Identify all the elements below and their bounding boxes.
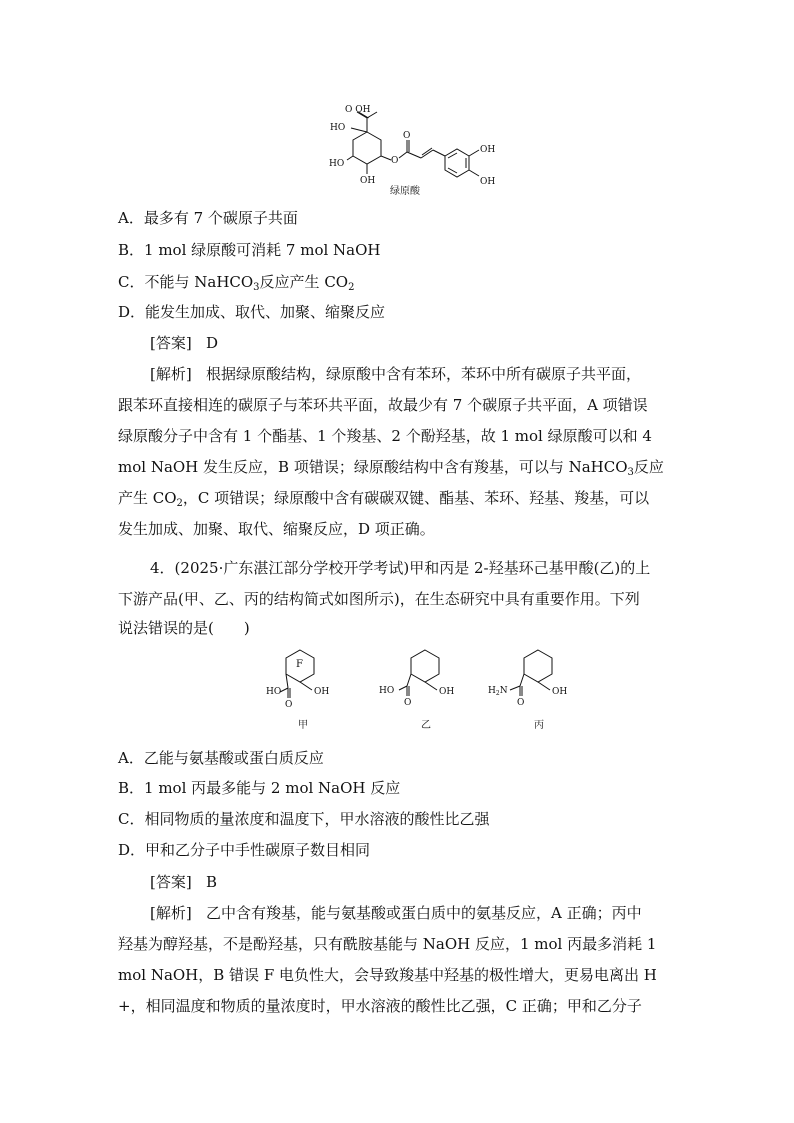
q3-option-c-text: C．不能与 NaHCO	[118, 273, 254, 291]
aryl-oh-label-1: OH	[480, 145, 496, 155]
q4-option-a: A．乙能与氨基酸或蛋白质反应	[118, 749, 324, 767]
q3-analysis-line-1	[150, 364, 710, 384]
q3-option-c	[118, 272, 678, 292]
jia-f-label: F	[296, 659, 303, 670]
ho-label-1: HO	[330, 123, 346, 133]
yi-ho-label: HO	[379, 686, 395, 696]
q4-analysis-line-1	[150, 903, 710, 923]
jia-o-label: O	[285, 700, 293, 710]
q4-analysis-text-1: 乙中含有羧基，能与氨基酸或蛋白质中的氨基反应，A 正确；丙中	[206, 904, 642, 922]
bing-h-label: H	[488, 686, 496, 696]
q4-analysis-line-4: +，相同温度和物质的量浓度时，甲水溶液的酸性比乙强，C 正确；甲和乙分子	[118, 997, 642, 1015]
q3-analysis-label: [解析]	[150, 365, 192, 383]
q3-option-d: D．能发生加成、取代、加聚、缩聚反应	[118, 303, 386, 321]
bing-caption: 丙	[534, 720, 544, 731]
ester-o-label: O	[391, 156, 399, 166]
q4-stem-line-1: 4．(2025·广东湛江部分学校开学考试)甲和丙是 2-羟基环己基甲酸(乙)的上	[150, 559, 651, 577]
q3-analysis-text-6: ，C 项错误；绿原酸中含有碳碳双键、酯基、苯环、羟基、羧基，可以	[182, 489, 650, 507]
q4-option-d: D．甲和乙分子中手性碳原子数目相同	[118, 841, 371, 859]
q3-answer	[150, 333, 710, 353]
q3-analysis-line-3: 绿原酸分子中含有 1 个酯基、1 个羧基、2 个酚羟基，故 1 mol 绿原酸可以和 4	[118, 427, 652, 445]
q4-analysis-line-3: mol NaOH，B 错误 F 电负性大，会导致羧基中羟基的极性增大，更易电离出 H	[118, 966, 657, 984]
q3-analysis-line-6: 发生加成、加聚、取代、缩聚反应，D 项正确。	[118, 520, 435, 538]
q3-option-a: A．最多有 7 个碳原子共面	[118, 209, 298, 227]
q3-analysis-text-5: 产生 CO	[118, 489, 177, 507]
carbonyl-o-label: O	[403, 131, 411, 141]
bing-h2n-label	[488, 686, 508, 697]
q4-analysis-line-2: 羟基为醇羟基，不是酚羟基，只有酰胺基能与 NaOH 反应，1 mol 丙最多消耗 1	[118, 935, 657, 953]
q4-stem-line-2: 下游产品(甲、乙、丙的结构简式如图所示)，在生态研究中具有重要作用。下列	[118, 590, 640, 608]
figure1-caption: 绿原酸	[390, 186, 420, 196]
q3-analysis-sub3: 3	[627, 467, 634, 478]
q3-analysis-sub2: 2	[176, 498, 183, 509]
q4-answer	[150, 872, 710, 892]
q3-option-b: B．1 mol 绿原酸可消耗 7 mol NaOH	[118, 241, 381, 259]
q3-analysis-line-2: 跟苯环直接相连的碳原子与苯环共平面，故最少有 7 个碳原子共平面，A 项错误	[118, 396, 648, 414]
oh-label-1: OH	[360, 176, 376, 186]
q3-analysis-line-5	[118, 488, 678, 508]
q4-answer-value: B	[206, 873, 218, 891]
yi-caption: 乙	[421, 720, 431, 731]
q4-analysis-label: [解析]	[150, 904, 192, 922]
jia-ho-label: HO	[266, 687, 282, 697]
q4-answer-label: [答案]	[150, 873, 192, 891]
q4-stem-line-3: 说法错误的是( )	[118, 619, 250, 637]
yi-o-label: O	[404, 698, 412, 708]
q4-option-b: B．1 mol 丙最多能与 2 mol NaOH 反应	[118, 779, 401, 797]
yi-oh-label: OH	[439, 687, 455, 697]
chlorogenic-acid-structure	[325, 100, 515, 196]
jia-caption: 甲	[298, 720, 308, 731]
ho-label-2: HO	[329, 159, 345, 169]
bing-oh-label: OH	[552, 687, 568, 697]
q3-option-c-mid: 反应产生 CO	[259, 273, 349, 291]
q3-option-c-sub2: 2	[348, 282, 355, 293]
bing-h2n-sub: 2	[495, 690, 500, 697]
cooh-o-label: O OH	[345, 105, 371, 115]
bing-n-label: N	[499, 686, 508, 696]
q3-analysis-text-1: 根据绿原酸结构，绿原酸中含有苯环，苯环中所有碳原子共平面，	[206, 365, 642, 383]
q3-analysis-text-4: mol NaOH 发生反应，B 项错误；绿原酸结构中含有羧基，可以与 NaHCO	[118, 458, 628, 476]
q3-option-c-sub1: 3	[253, 282, 260, 293]
q3-answer-value: D	[206, 334, 219, 352]
q3-analysis-line-4	[118, 457, 678, 477]
bing-o-label: O	[517, 698, 525, 708]
jia-oh-label: OH	[314, 687, 330, 697]
q4-option-c: C．相同物质的量浓度和温度下，甲水溶液的酸性比乙强	[118, 810, 490, 828]
q3-analysis-after-sub3: 反应	[633, 458, 664, 476]
q4-structures-figure	[260, 644, 580, 734]
q3-answer-label: [答案]	[150, 334, 192, 352]
aryl-oh-label-2: OH	[480, 177, 496, 187]
